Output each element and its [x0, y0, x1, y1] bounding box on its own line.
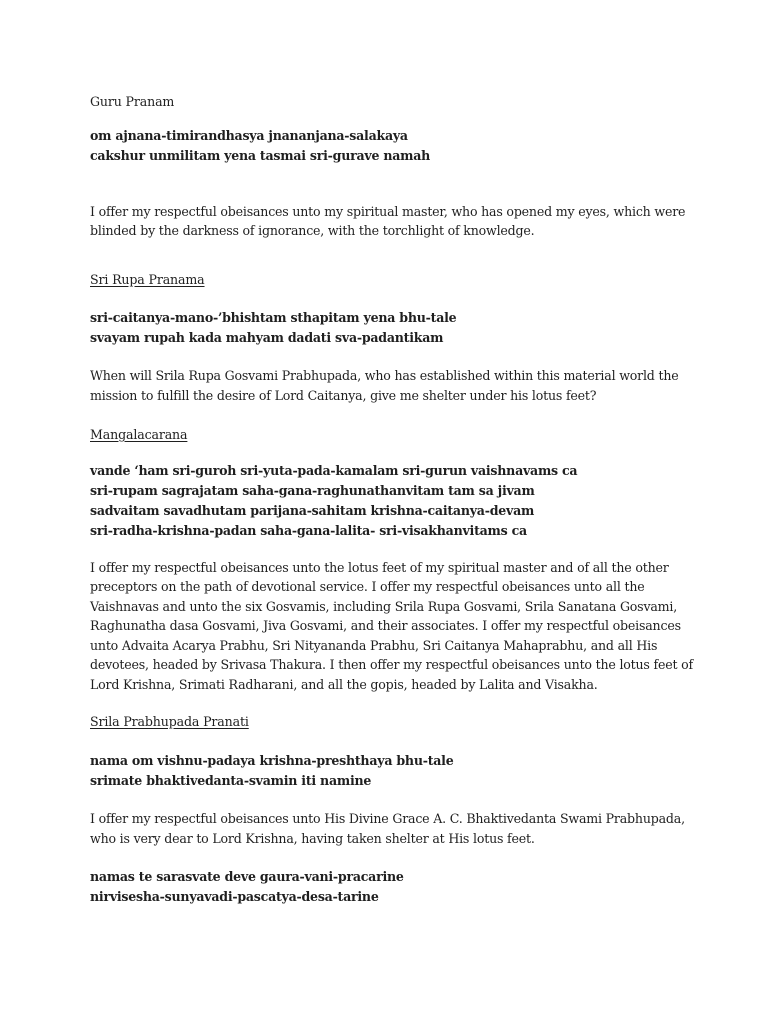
translation-line: unto Advaita Acarya Prabhu, Sri Nityananda Prabhu, Sri Caitanya Mahaprabhu, and all His — [90, 638, 658, 653]
verse-line: vande ‘ham sri-guroh sri-yuta-pada-kamalam sri-gurun vaishnavams ca — [90, 463, 578, 478]
translation-line: When will Srila Rupa Gosvami Prabhupada, who has established within this material world the — [90, 368, 679, 383]
verse-line: namas te sarasvate deve gaura-vani-pracarine — [90, 869, 404, 884]
verse-line: cakshur unmilitam yena tasmai sri-gurave namah — [90, 148, 431, 163]
verse-line: svayam rupah kada mahyam dadati sva-padantikam — [90, 330, 444, 345]
translation-line: who is very dear to Lord Krishna, having taken shelter at His lotus feet. — [90, 831, 535, 846]
verse-line: sri-radha-krishna-padan saha-gana-lalita- sri-visakhanvitams ca — [90, 523, 527, 538]
translation-line: preceptors on the path of devotional service. I offer my respectful obeisances unto all the — [90, 579, 645, 594]
translation-line: mission to fulfill the desire of Lord Caitanya, give me shelter under his lotus feet? — [90, 388, 597, 403]
translation-line: I offer my respectful obeisances unto the lotus feet of my spiritual master and of all the other — [90, 560, 669, 575]
translation-line: Lord Krishna, Srimati Radharani, and all the gopis, headed by Lalita and Visakha. — [90, 677, 598, 692]
verse-line: sri-rupam sagrajatam saha-gana-raghunathanvitam tam sa jivam — [90, 483, 535, 498]
verse-line: nirvisesha-sunyavadi-pascatya-desa-tarine — [90, 889, 379, 904]
verse-line: sadvaitam savadhutam parijana-sahitam krishna-caitanya-devam — [90, 503, 535, 518]
translation-line: devotees, headed by Srivasa Thakura. I then offer my respectful obeisances unto the lotus feet of — [90, 657, 693, 672]
translation-line: Vaishnavas and unto the six Gosvamis, including Srila Rupa Gosvami, Srila Sanatana Gosvami, — [90, 599, 678, 614]
translation-line: I offer my respectful obeisances unto my spiritual master, who has opened my eyes, which were — [90, 204, 686, 219]
section-heading-mangalacarana: Mangalacarana — [90, 427, 188, 442]
verse-line: om ajnana-timirandhasya jnananjana-salakaya — [90, 128, 408, 143]
verse-line: nama om vishnu-padaya krishna-preshthaya bhu-tale — [90, 753, 454, 768]
translation-line: blinded by the darkness of ignorance, with the torchlight of knowledge. — [90, 223, 535, 238]
verse-line: sri-caitanya-mano-’bhishtam sthapitam yena bhu-tale — [90, 310, 457, 325]
section-heading-guru-pranam: Guru Pranam — [90, 94, 175, 109]
translation-line: Raghunatha dasa Gosvami, Jiva Gosvami, and their associates. I offer my respectful obeisances — [90, 618, 681, 633]
translation-line: I offer my respectful obeisances unto His Divine Grace A. C. Bhaktivedanta Swami Prabhupada, — [90, 811, 685, 826]
section-heading-sri-rupa-pranama: Sri Rupa Pranama — [90, 272, 205, 287]
verse-line: srimate bhaktivedanta-svamin iti namine — [90, 773, 372, 788]
section-heading-srila-prabhupada-pranati: Srila Prabhupada Pranati — [90, 714, 249, 729]
